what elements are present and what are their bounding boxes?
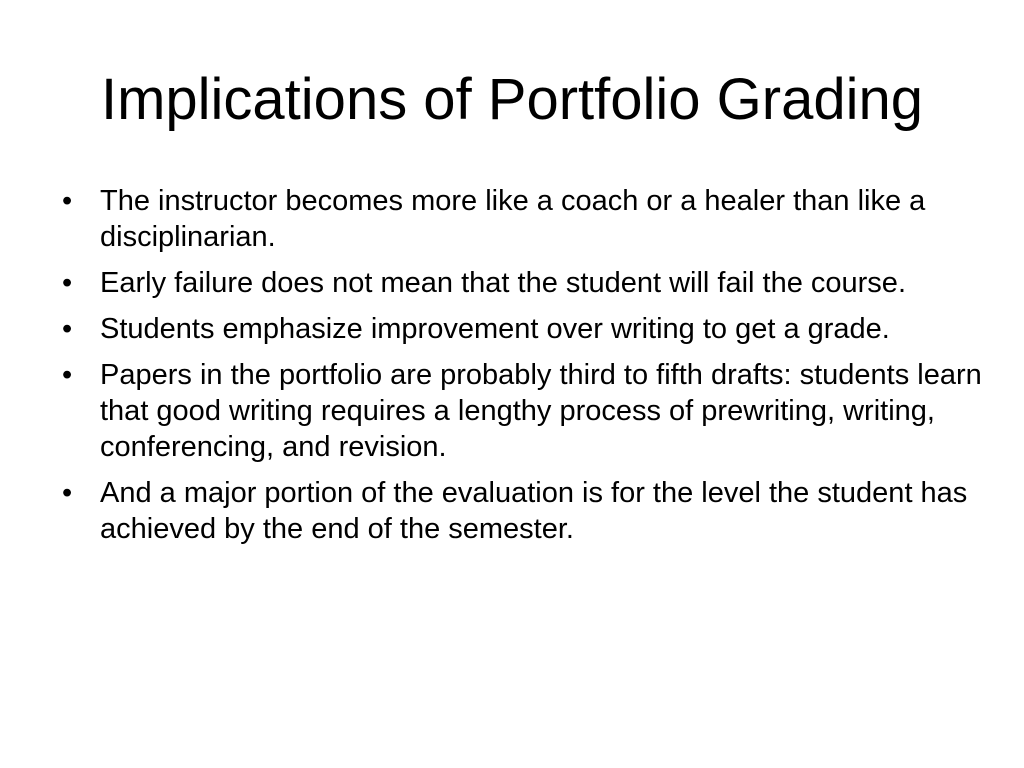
bullet-item — [62, 183, 982, 255]
bullet-text: The instructor becomes more like a coach or a healer than like a disciplinarian. — [100, 185, 926, 253]
bullet-icon: • — [62, 267, 73, 299]
bullet-item — [62, 265, 982, 301]
bullet-text: Students emphasize improvement over writing to get a grade. — [100, 313, 890, 345]
bullet-text: Early failure does not mean that the student will fail the course. — [100, 267, 906, 299]
bullet-text: Papers in the portfolio are probably third to fifth drafts: students learn that good writing requires a lengthy process of prewriting, writing, conferencing, and revision. — [100, 359, 982, 463]
bullet-list — [62, 183, 982, 557]
bullet-item — [62, 311, 982, 347]
bullet-icon: • — [62, 313, 73, 345]
bullet-text: And a major portion of the evaluation is for the level the student has achieved by the end of the semester. — [100, 477, 968, 545]
bullet-icon: • — [62, 359, 73, 391]
bullet-icon: • — [62, 477, 73, 509]
bullet-item — [62, 475, 982, 547]
bullet-item — [62, 357, 982, 465]
slide-title: Implications of Portfolio Grading — [100, 67, 924, 132]
bullet-icon: • — [62, 185, 73, 217]
